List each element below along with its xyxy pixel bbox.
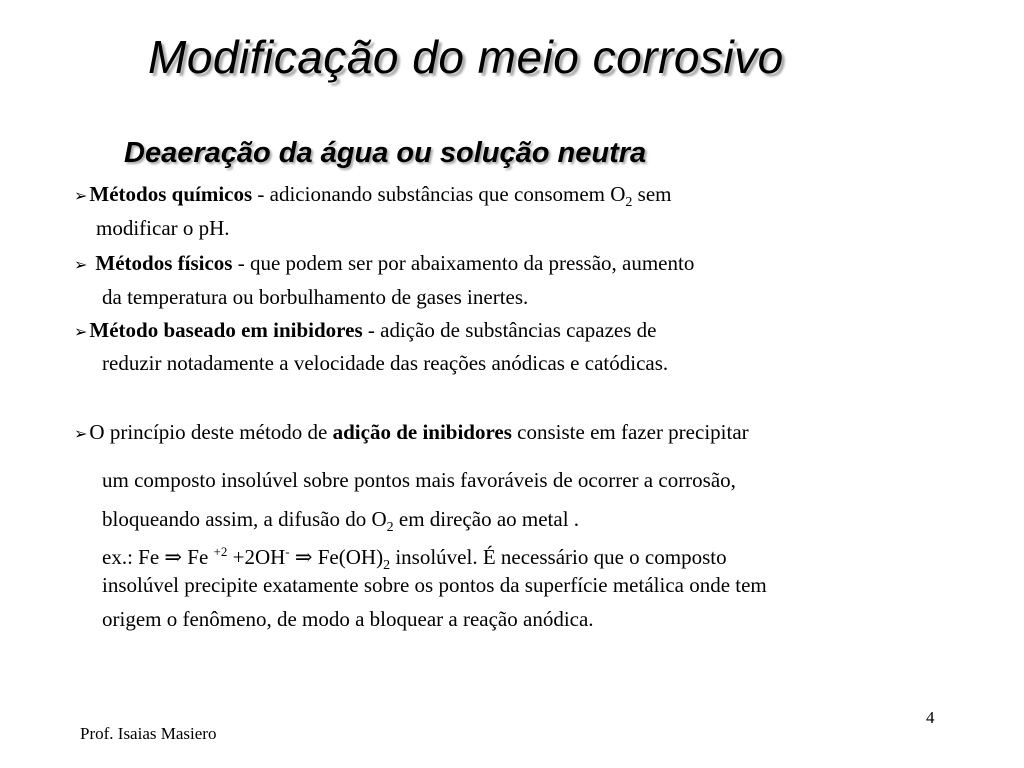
bullet-text: consiste em fazer precipitar [511,420,749,444]
superscript: +2 [213,544,228,559]
subscript: 2 [625,195,633,210]
implies-arrow-icon: ⇒ [294,545,313,569]
bullet-continuation: reduzir notadamente a velocidade das reações anódicas e catódicas. [102,351,669,375]
text-segment: ex.: Fe [102,545,165,569]
bullet-continuation: um composto insolúvel sobre pontos mais favoráveis de ocorrer a corrosão, [102,468,736,492]
superscript: - [285,544,290,559]
bullet-bold-term: adição de inibidores [332,420,512,444]
text-segment: em direção ao metal . [393,507,580,531]
bullet-label: Método baseado em inibidores [89,318,363,342]
arrow-bullet-icon: ➢ [74,188,88,205]
bullet-continuation [102,507,579,540]
text-segment: Fe(OH) [312,545,384,569]
bullet-text: - adição de substâncias capazes de [362,318,657,342]
bullet-metodos-fisicos [74,251,694,278]
bullet-label: Métodos químicos [89,182,253,206]
text-segment: Fe [182,545,214,569]
slide-subtitle: Deaeração da água ou solução neutra [124,137,647,169]
arrow-bullet-icon: ➢ [74,324,88,341]
slide-title: Modificação do meio corrosivo [148,31,784,83]
bullet-principio [74,420,749,447]
arrow-bullet-icon: ➢ [74,257,88,274]
page-number: 4 [926,708,935,727]
bullet-continuation: da temperatura ou borbulhamento de gases inertes. [102,285,529,309]
bullet-metodos-quimicos [74,182,671,215]
text-segment: insolúvel. É necessário que o composto [390,545,727,569]
bullet-continuation: origem o fenômeno, de modo a bloquear a reação anódica. [102,607,594,631]
text-segment: +2OH [227,545,286,569]
bullet-continuation: insolúvel precipite exatamente sobre os pontos da superfície metálica onde tem [102,573,767,597]
bullet-text: sem [632,182,672,206]
bullet-label: Métodos físicos [95,251,233,275]
footer-author: Prof. Isaias Masiero [80,724,217,743]
bullet-text: O princípio deste método de [89,420,333,444]
text-segment: bloqueando assim, a difusão do O [102,507,387,531]
bullet-continuation: modificar o pH. [96,216,230,240]
bullet-text: - adicionando substâncias que consomem O [252,182,626,206]
arrow-bullet-icon: ➢ [74,426,88,443]
implies-arrow-icon: ⇒ [164,545,183,569]
bullet-metodo-inibidores [74,318,656,345]
subscript: 2 [386,520,394,535]
subscript: 2 [383,558,391,573]
bullet-text: - que podem ser por abaixamento da pressão, aumento [232,251,695,275]
